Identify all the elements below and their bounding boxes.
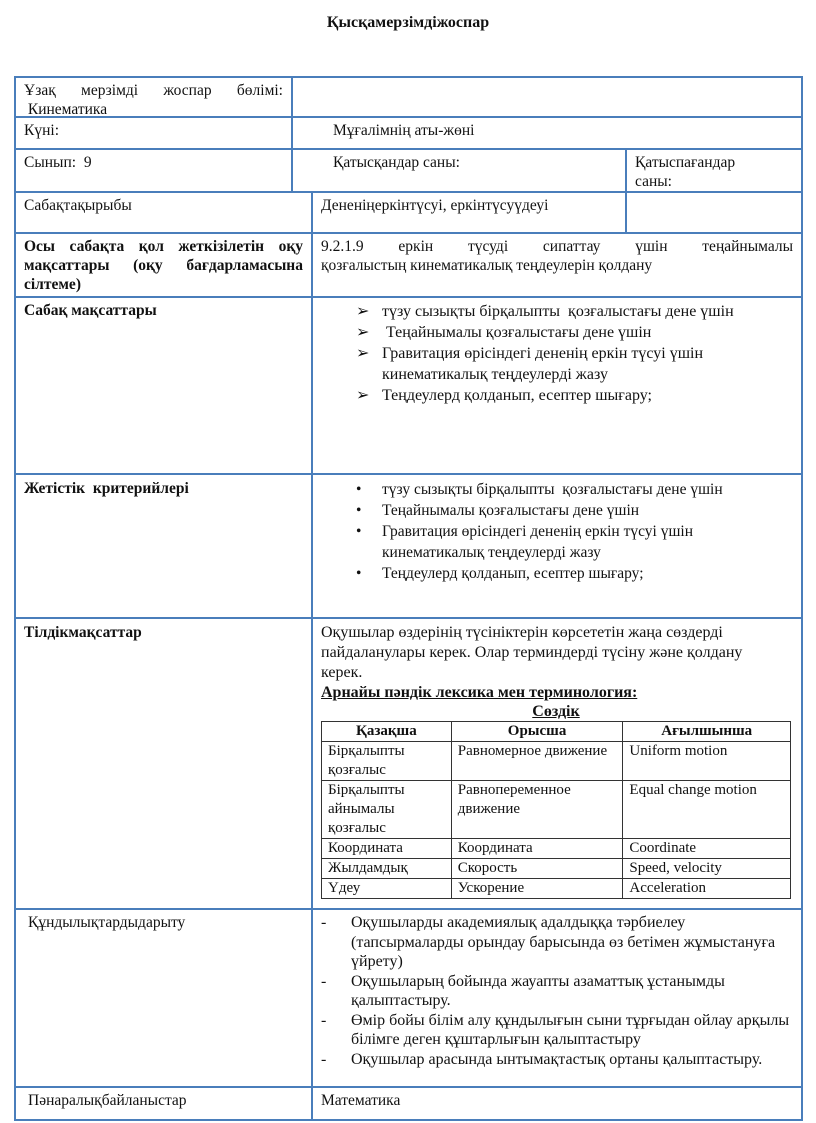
- page-title: Қысқамерзімдіжоспар: [326, 14, 490, 31]
- dash-bullet-icon: -: [321, 1050, 327, 1068]
- arrow-bullet-icon: ➢: [356, 303, 370, 320]
- item-text: Теңдеулерд қолданып, есептер шығару;: [382, 565, 644, 582]
- cell-kazakh: Жылдамдық: [322, 859, 452, 879]
- item-text: түзу сызықты бірқалыпты қозғалыстағы дене үшін: [382, 481, 723, 498]
- language-goals-intro: Оқушылар өздерінің түсініктерін көрсететін жаңа сөздерді пайдаланулары керек. Олар терминдерді түсіну және қолдану керек.: [321, 624, 743, 681]
- date-label: Күні:: [24, 122, 59, 139]
- list-item: [321, 1050, 793, 1070]
- long-term-section-label: [16, 78, 291, 121]
- cell-kazakh: Координата: [322, 839, 452, 859]
- list-item: [348, 479, 792, 500]
- learning-objectives-value: [313, 234, 801, 277]
- table-row: [322, 742, 791, 781]
- list-item: [348, 343, 792, 385]
- cell-english: Acceleration: [623, 879, 791, 899]
- terminology-heading: Арнайы пәндік лексика мен терминология:: [321, 684, 638, 701]
- table-border-right: [801, 76, 803, 1121]
- cell-kazakh: Бірқалыпты айнымалы қозғалыс: [322, 781, 452, 839]
- arrow-bullet-icon: ➢: [356, 345, 370, 362]
- list-item: [348, 500, 792, 521]
- topic-label: Сабақтақырыбы: [24, 197, 132, 214]
- row-divider: [14, 473, 803, 475]
- learning-objectives-label: Осы сабақта қол жеткізілетін оқу мақсаттары (оқу бағдарламасына сілтеме): [24, 238, 303, 293]
- bullet-dot-icon: •: [356, 565, 362, 582]
- item-text: Теңайнымалы қозғалыстағы дене үшін: [382, 502, 640, 519]
- teacher-name-label: Мұғалімнің аты-жөні: [333, 122, 475, 139]
- column-header-russian: Орысша: [451, 722, 623, 742]
- item-text: Гравитация өрісіндегі дененің еркін түсуі үшін кинематикалық теңдеулерді жазу: [382, 345, 704, 383]
- dictionary-heading: Сөздік: [532, 703, 580, 720]
- cell-english: Uniform motion: [623, 742, 791, 781]
- bullet-dot-icon: •: [356, 523, 362, 540]
- list-item: [348, 301, 792, 322]
- cell-russian: Ускорение: [451, 879, 623, 899]
- success-criteria-label: Жетістік критерийлері: [24, 480, 189, 497]
- interdisciplinary-value: Математика: [321, 1092, 401, 1109]
- bullet-dot-icon: •: [356, 481, 362, 498]
- list-item: [348, 322, 792, 343]
- long-term-section-value[interactable]: [293, 78, 801, 116]
- row-divider: [14, 1119, 803, 1121]
- interdisciplinary-label: Пәнаралықбайланыстар: [28, 1092, 187, 1109]
- language-goals-content: [313, 620, 801, 901]
- topic-value: Дененіңеркінтүсуі, еркінтүсуүдеуі: [321, 197, 549, 214]
- lesson-goals-list: [340, 298, 800, 408]
- cell-russian: Равнопеременное движение: [451, 781, 623, 839]
- table-border-left: [14, 76, 16, 1121]
- list-item: [321, 913, 793, 972]
- item-text: Гравитация өрісіндегі дененің еркін түсуі үшін кинематикалық теңдеулерді жазу: [382, 523, 694, 561]
- present-count-label: Қатысқандар саны:: [333, 154, 460, 171]
- arrow-bullet-icon: ➢: [356, 324, 370, 341]
- label-line: Кинематика: [24, 101, 108, 118]
- item-text: Өмір бойы білім алу құндылығын сыни тұрғыдан ойлау арқылы білімге деген құштарлығын қалыптастыру: [351, 1011, 790, 1048]
- dash-bullet-icon: -: [321, 914, 327, 931]
- cell-kazakh: Бірқалыпты қозғалыс: [322, 742, 452, 781]
- row-divider: [14, 617, 803, 619]
- list-item: [348, 563, 792, 584]
- values-label: Құндылықтардыдарыту: [28, 914, 186, 931]
- label-line: Ұзақ мерзімді жоспар бөлімі:: [24, 82, 283, 99]
- label-line: Қатыспағандар: [635, 154, 736, 171]
- language-goals-label: Тілдікмақсаттар: [24, 624, 142, 641]
- cell-russian: Скорость: [451, 859, 623, 879]
- list-item: [348, 385, 792, 406]
- absent-count-label: [627, 150, 801, 193]
- arrow-bullet-icon: ➢: [356, 387, 370, 404]
- list-item: [321, 1011, 793, 1050]
- column-header-kazakh: Қазақша: [322, 722, 452, 742]
- bullet-dot-icon: •: [356, 502, 362, 519]
- column-header-english: Ағылшынша: [623, 722, 791, 742]
- cell-russian: Равномерное движение: [451, 742, 623, 781]
- cell-kazakh: Үдеу: [322, 879, 452, 899]
- dash-bullet-icon: -: [321, 972, 327, 990]
- item-text: Оқушыларды академиялық адалдыққа тәрбиелеу (тапсырмаларды орындау барысында өз бетімен жұмыстануға үйрету): [351, 914, 776, 970]
- dash-bullet-icon: -: [321, 1011, 327, 1029]
- item-text: түзу сызықты бірқалыпты қозғалыстағы дене үшін: [382, 303, 734, 320]
- cell-russian: Координата: [451, 839, 623, 859]
- cell-english: Coordinate: [623, 839, 791, 859]
- value-line: қозғалыстың кинематикалық теңдеулерін қолдану: [321, 257, 653, 274]
- grade-label: Сынып: 9: [24, 154, 92, 171]
- label-line: саны:: [635, 173, 672, 190]
- table-row: [322, 781, 791, 839]
- list-item: [321, 972, 793, 1011]
- table-row: [322, 879, 791, 899]
- success-criteria-list: [340, 476, 800, 586]
- item-text: Оқушыларың бойында жауапты азаматтық ұстанымды қалыптастыру.: [351, 972, 725, 1009]
- vocabulary-table: [321, 721, 791, 899]
- values-list: [313, 910, 801, 1071]
- lesson-goals-label: Сабақ мақсаттары: [24, 302, 157, 319]
- table-row: [322, 839, 791, 859]
- cell-english: Equal change motion: [623, 781, 791, 839]
- list-item: [348, 521, 792, 563]
- item-text: Оқушылар арасында ынтымақтастық ортаны қалыптастыру.: [351, 1050, 763, 1068]
- table-row: [322, 859, 791, 879]
- item-text: Теңайнымалы қозғалыстағы дене үшін: [382, 324, 652, 341]
- cell-english: Speed, velocity: [623, 859, 791, 879]
- table-header-row: [322, 722, 791, 742]
- item-text: Теңдеулерд қолданып, есептер шығару;: [382, 387, 652, 404]
- value-line: 9.2.1.9 еркін түсуді сипаттау үшін теңайнымалы: [321, 238, 793, 255]
